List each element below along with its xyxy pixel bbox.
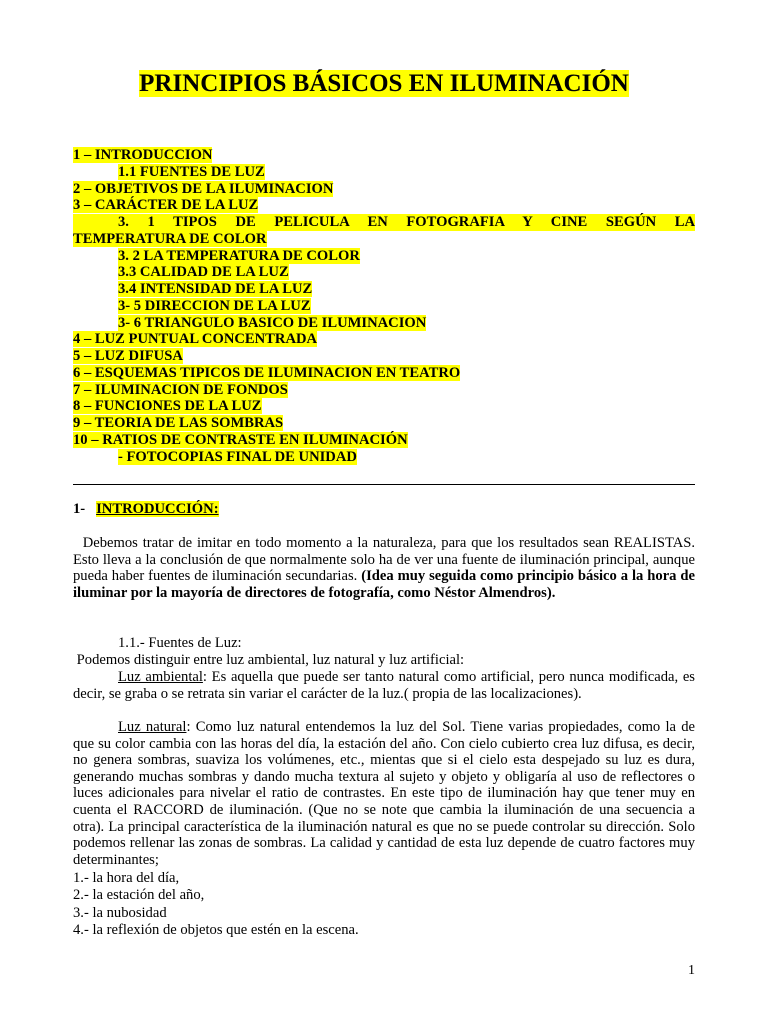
toc-item: 10 – RATIOS DE CONTRASTE EN ILUMINACIÓN	[73, 431, 408, 448]
toc-item: 7 – ILUMINACION DE FONDOS	[73, 381, 288, 398]
ambient-light-paragraph: Luz ambiental: Es aquella que puede ser tanto natural como artificial, pero nunca modificada, es decir, se graba o se retrata sin variar el carácter de la luz.( propia de las localizaciones).	[73, 669, 695, 702]
horizontal-divider	[73, 484, 695, 485]
toc-item: 3- 6 TRIANGULO BASICO DE ILUMINACION	[118, 314, 427, 331]
list-item: 2.- la estación del año,	[73, 887, 205, 904]
toc-item: 3.3 CALIDAD DE LA LUZ	[118, 264, 289, 281]
toc-item: 3 – CARÁCTER DE LA LUZ	[73, 197, 259, 214]
section-number: 1-	[73, 501, 86, 517]
subsection-heading: 1.1.- Fuentes de Luz:	[118, 635, 242, 651]
list-item: 1.- la hora del día,	[73, 870, 180, 886]
natural-light-paragraph: Luz natural: Como luz natural entendemos la luz del Sol. Tiene varias propiedades, como la de que su color cambia con las horas del día, la estación del año. Con cielo cubierto crea luz difusa, es decir, no genera sombras, suaviza los volúmenes, etc., mientas que si el cielo esta despejado su luz es dura, generando muchas sombras y dando mucha textura al sujeto y objeto y obligaría al uso de reflectores o luces adicionales para nivelar el ratio de contrastes. En este tipo de iluminación hay que tener muy en cuenta el RACCORD de iluminación. (Que no se note que cambia la iluminación de una secuencia a otra). La principal característica de la iluminación natural es que no se puede controlar su dirección. Solo podemos rellenar las zonas de sombras. La calidad y cantidad de esta luz depende de cuatro factores muy determinantes;	[73, 719, 695, 868]
toc-item: 9 – TEORIA DE LAS SOMBRAS	[73, 415, 284, 431]
toc-item: 2 – OBJETIVOS DE LA ILUMINACION	[73, 180, 334, 197]
paragraph: Podemos distinguir entre luz ambiental, luz natural y luz artificial:	[76, 652, 465, 668]
toc-item: 6 – ESQUEMAS TIPICOS DE ILUMINACION EN TEATRO	[73, 364, 461, 381]
toc-item: 3. 1 TIPOS DE PELICULA EN FOTOGRAFIA Y CINE SEGÚN LA	[73, 214, 695, 231]
list-item: 3.- la nubosidad	[73, 904, 167, 921]
toc-item: 5 – LUZ DIFUSA	[73, 348, 183, 364]
toc-item: 3.4 INTENSIDAD DE LA LUZ	[118, 281, 313, 297]
section-heading	[73, 501, 219, 518]
factors-list	[73, 870, 359, 939]
intro-paragraph: Debemos tratar de imitar en todo momento a la naturaleza, para que los resultados sean REALISTAS. Esto lleva a la conclusión de que normalmente solo ha de ver una fuente de iluminación principal, aunque pueda haber fuentes de iluminación secundarias. (Idea muy seguida como principio básico a la hora de iluminar por la mayoría de directores de fotografía, como Néstor Almendros).	[73, 535, 696, 601]
toc-item: 3- 5 DIRECCION DE LA LUZ	[118, 297, 311, 314]
toc-item: 3. 2 LA TEMPERATURA DE COLOR	[118, 247, 360, 264]
document-title: PRINCIPIOS BÁSICOS EN ILUMINACIÓN	[139, 70, 629, 97]
toc-item: 8 – FUNCIONES DE LA LUZ	[73, 398, 262, 415]
toc-item: 4 – LUZ PUNTUAL CONCENTRADA	[73, 331, 318, 348]
list-item: 4.- la reflexión de objetos que estén en la escena.	[73, 921, 359, 938]
section-label: INTRODUCCIÓN:	[96, 501, 219, 517]
page-number: 1	[688, 963, 695, 978]
toc-item: 1 – INTRODUCCION	[73, 147, 213, 163]
table-of-contents	[73, 147, 695, 465]
toc-item: TEMPERATURA DE COLOR	[73, 230, 267, 247]
toc-item: - FOTOCOPIAS FINAL DE UNIDAD	[118, 448, 357, 465]
toc-item: 1.1 FUENTES DE LUZ	[118, 163, 265, 180]
